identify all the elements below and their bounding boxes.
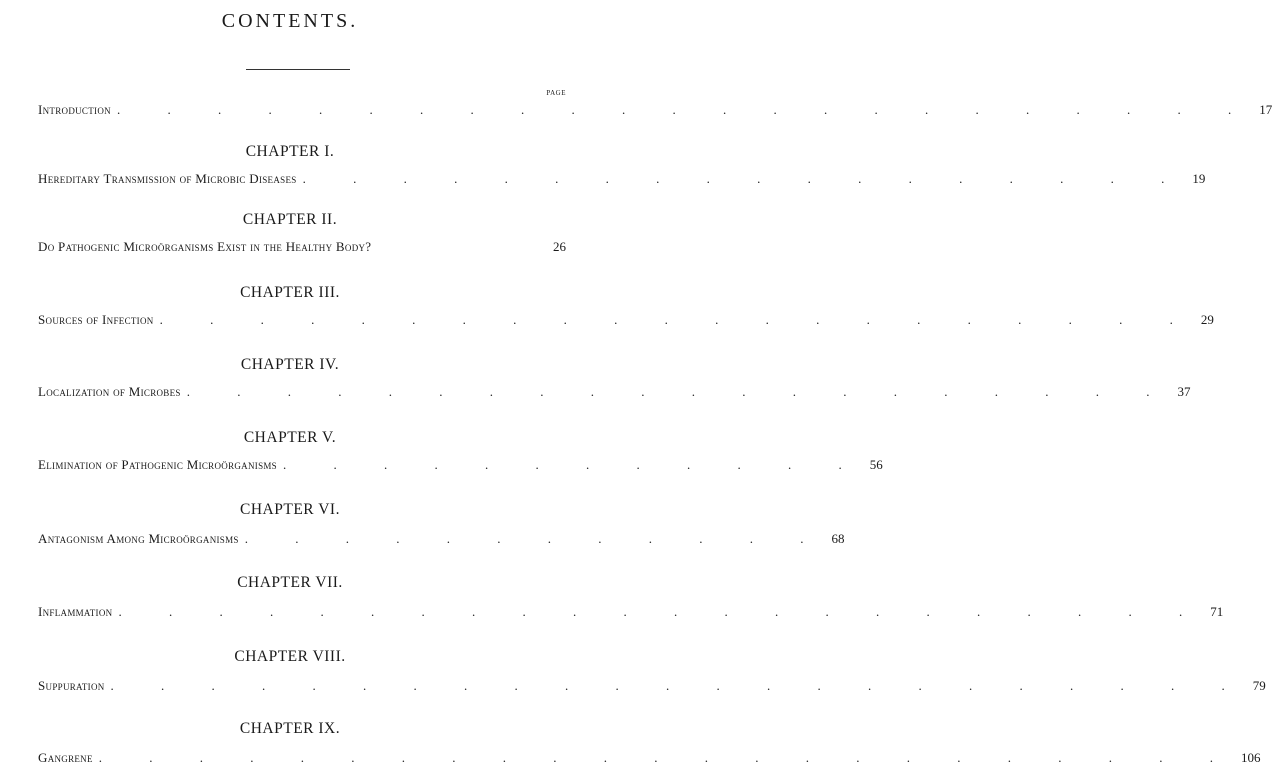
toc-entry — [38, 171, 1206, 191]
chapter-heading: CHAPTER IX. — [239, 720, 341, 737]
toc-entry — [38, 239, 566, 259]
chapter-heading: CHAPTER I. — [245, 143, 335, 160]
dot-leader: . . . . . . . . . . . . . . . . . . . . — [186, 384, 1172, 399]
toc-entry-title: Do Pathogenic Microörganisms Exist in the Healthy Body? — [38, 239, 372, 254]
toc-page-number: 37 — [1177, 384, 1191, 399]
dot-leader: . . . . . . . . . . . . . . . . . . — [302, 171, 1187, 186]
title-divider — [246, 69, 350, 70]
toc-page-number: 71 — [1210, 604, 1224, 619]
page-column-label: PAGE — [546, 89, 566, 97]
chapter-heading: CHAPTER IV. — [240, 356, 340, 373]
toc-entry-title: Antagonism Among Microörganisms — [38, 531, 239, 546]
chapter-heading: CHAPTER VI. — [240, 501, 340, 518]
dot-leader: . . . . . . . . . . . . . . . . . . . . . . . — [98, 750, 1236, 765]
toc-page-number: 79 — [1252, 678, 1266, 693]
toc-entry-title: Introduction — [38, 102, 111, 117]
dot-leader: . . . . . . . . . . . . . . . . . . . . . . — [118, 604, 1205, 619]
toc-page-number: 68 — [831, 531, 845, 546]
toc-entry — [38, 604, 1224, 624]
dot-leader: . . . . . . . . . . . . — [244, 531, 826, 546]
toc-entry-title: Localization of Microbes — [38, 384, 181, 399]
chapter-heading: CHAPTER VII. — [237, 574, 343, 591]
toc-entry — [38, 750, 1261, 770]
toc-entry — [38, 531, 845, 551]
toc-entry-title: Gangrene — [38, 750, 93, 765]
dot-leader: . . . . . . . . . . . . . . . . . . . . . . . — [110, 678, 1247, 693]
toc-entry — [38, 384, 1191, 404]
toc-entry-title: Inflammation — [38, 604, 113, 619]
toc-entry — [38, 678, 1266, 698]
toc-entry — [38, 312, 1214, 332]
dot-leader: . . . . . . . . . . . . . . . . . . . . . . . — [116, 102, 1254, 117]
toc-page-number: 106 — [1241, 750, 1261, 765]
toc-entry-title: Suppuration — [38, 678, 105, 693]
toc-page-number: 29 — [1200, 312, 1214, 327]
chapter-heading: CHAPTER V. — [243, 429, 337, 446]
toc-entry-introduction — [38, 102, 1272, 122]
chapter-heading: CHAPTER VIII. — [234, 648, 346, 665]
chapter-heading: CHAPTER II. — [242, 211, 338, 228]
toc-entry — [38, 457, 883, 477]
toc-entry-title: Elimination of Pathogenic Microörganisms — [38, 457, 277, 472]
chapter-heading: CHAPTER III. — [240, 284, 340, 301]
toc-page-number: 19 — [1192, 171, 1206, 186]
dot-leader: . . . . . . . . . . . . . . . . . . . . . — [159, 312, 1195, 327]
page-title: CONTENTS. — [221, 10, 359, 32]
toc-page-number: 56 — [869, 457, 883, 472]
toc-entry-title: Hereditary Transmission of Microbic Diseases — [38, 171, 297, 186]
dot-leader: . . . . . . . . . . . . — [282, 457, 864, 472]
toc-entry-title: Sources of Infection — [38, 312, 154, 327]
toc-page-number: 26 — [553, 239, 566, 254]
toc-page-number: 17 — [1259, 102, 1272, 117]
